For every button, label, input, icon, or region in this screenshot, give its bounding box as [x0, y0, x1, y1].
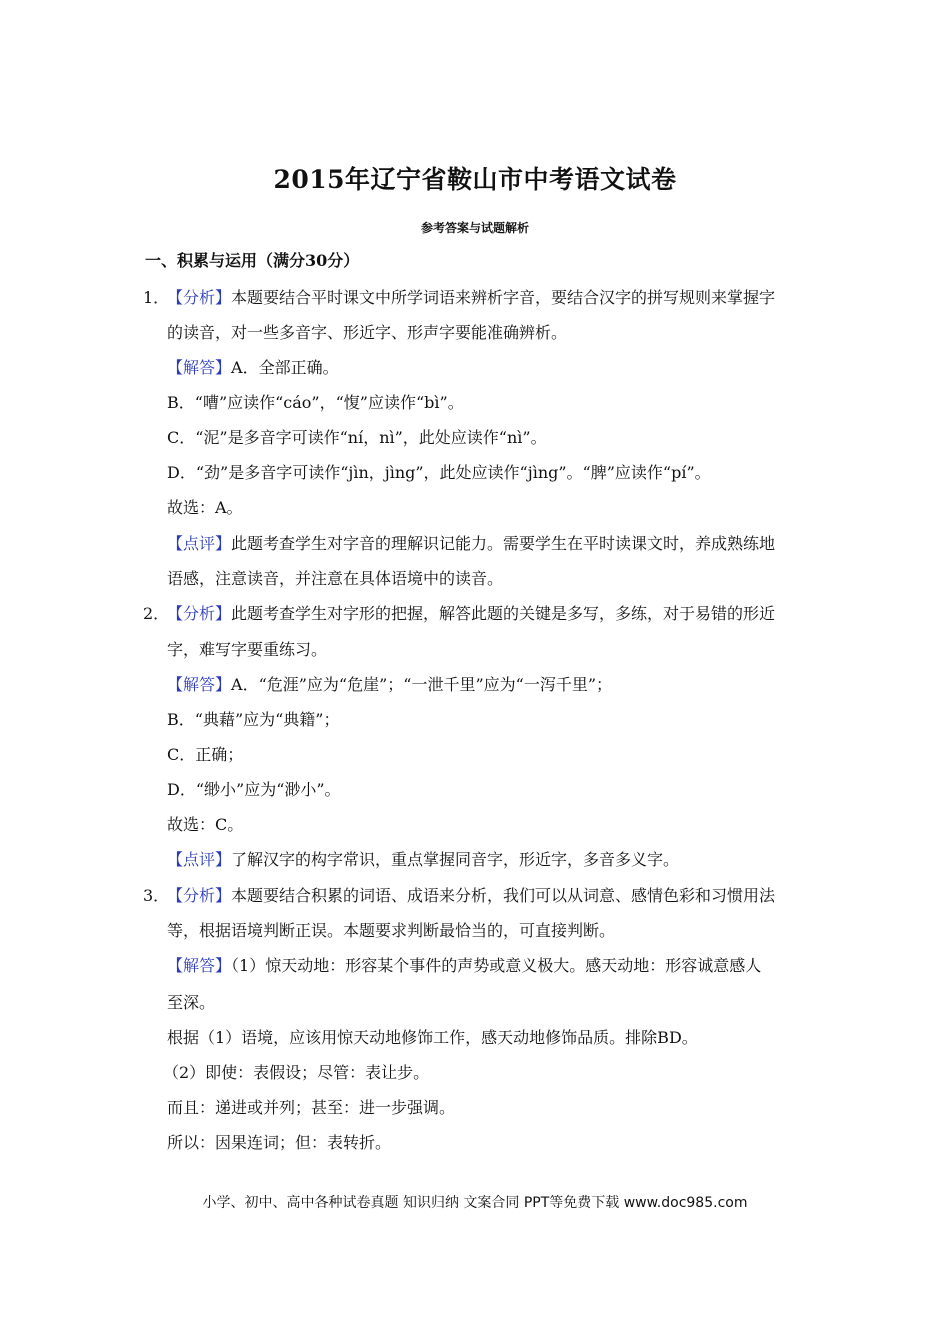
q2-comment-line-1: [167, 849, 679, 871]
q2-choice: 故选：C。: [167, 815, 244, 834]
q1-analysis-line-2: 的读音，对一些多音字、形近字、形声字要能准确辨析。: [167, 323, 568, 342]
q2-analysis-line-2: 字，难写字要重练习。: [167, 640, 328, 659]
q3-analysis-text: 本题要结合积累的词语、成语来分析，我们可以从词意、感情色彩和习惯用法: [231, 886, 776, 905]
q2-analysis-line-1: [167, 603, 775, 625]
analysis-tag: 【分析】: [167, 288, 232, 307]
q3-answer-text: （1）惊天动地：形容某个事件的声势或意义极大。感天动地：形容诚意感人: [231, 956, 762, 975]
page-title: 2015年辽宁省鞍山市中考语文试卷: [273, 165, 677, 194]
q3-answer-line-1: [167, 955, 761, 977]
question-number-2: 2．: [143, 604, 170, 623]
comment-tag: 【点评】: [167, 850, 232, 869]
q2-analysis-text: 此题考查学生对字形的把握，解答此题的关键是多写，多练，对于易错的形近: [231, 604, 776, 623]
answer-tag: 【解答】: [167, 956, 232, 975]
q1-comment-text: 此题考查学生对字音的理解识记能力。需要学生在平时读课文时，养成熟练地: [231, 534, 776, 553]
q2-answer-line-a: [167, 674, 612, 696]
q2-answer-line-c: C．正确；: [167, 745, 244, 764]
page-footer: 小学、初中、高中各种试卷真题 知识归纳 文案合同 PPT等免费下载 www.doc985.com: [202, 1195, 748, 1211]
question-number-1: 1．: [143, 288, 170, 307]
q1-answer-text: A．全部正确。: [231, 358, 339, 377]
q3-answer-line-5: 而且：递进或并列；甚至：进一步强调。: [167, 1098, 456, 1117]
answer-tag: 【解答】: [167, 675, 232, 694]
q3-answer-line-2: 至深。: [167, 993, 216, 1012]
section-heading: 一、积累与运用（满分30分）: [145, 251, 360, 270]
q3-answer-line-6: 所以：因果连词；但：表转折。: [167, 1133, 392, 1152]
q1-analysis-text: 本题要结合平时课文中所学词语来辨析字音，要结合汉字的拼写规则来掌握字: [231, 288, 776, 307]
q1-answer-line-d: D．“劲”是多音字可读作“jìn，jìng”，此处应读作“jìng”。“脾”应读作“pí”。: [167, 463, 711, 482]
q1-comment-line-1: [167, 533, 775, 555]
q2-comment-text: 了解汉字的构字常识，重点掌握同音字，形近字，多音多义字。: [231, 850, 680, 869]
q1-answer-line-a: [167, 357, 339, 379]
answer-tag: 【解答】: [167, 358, 232, 377]
analysis-tag: 【分析】: [167, 886, 232, 905]
q3-answer-line-4: （2）即使：表假设；尽管：表让步。: [163, 1063, 430, 1082]
q2-answer-text: A．“危涯”应为“危崖”；“一泄千里”应为“一泻千里”；: [231, 675, 613, 694]
q3-analysis-line-1: [167, 885, 775, 907]
q1-comment-line-2: 语感，注意读音，并注意在具体语境中的读音。: [167, 569, 504, 588]
q3-analysis-line-2: 等，根据语境判断正误。本题要求判断最恰当的，可直接判断。: [167, 921, 616, 940]
q3-answer-line-3: 根据（1）语境，应该用惊天动地修饰工作，感天动地修饰品质。排除BD。: [167, 1028, 698, 1047]
question-number-3: 3．: [143, 886, 170, 905]
q1-choice: 故选：A。: [167, 498, 243, 517]
q1-analysis-line-1: [167, 287, 775, 309]
q1-answer-line-b: B．“嘈”应读作“cáo”，“愎”应读作“bì”。: [167, 393, 464, 412]
q2-answer-line-d: D．“缈小”应为“渺小”。: [167, 780, 341, 799]
page-subtitle: 参考答案与试题解析: [420, 221, 529, 235]
comment-tag: 【点评】: [167, 534, 232, 553]
analysis-tag: 【分析】: [167, 604, 232, 623]
q2-answer-line-b: B．“典藉”应为“典籍”；: [167, 710, 340, 729]
q1-answer-line-c: C．“泥”是多音字可读作“ní，nì”，此处应读作“nì”。: [167, 428, 547, 447]
